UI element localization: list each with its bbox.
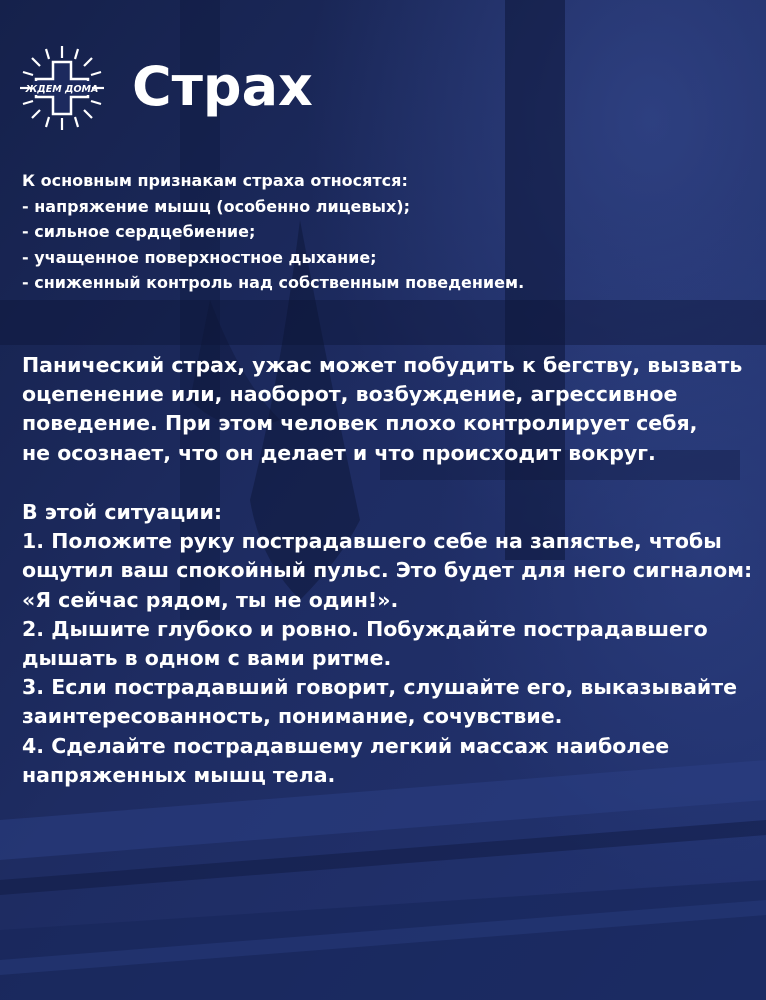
signs-intro: К основным признакам страха относятся: bbox=[22, 171, 408, 190]
step-line: 1. Положите руку пострадавшего себе на запястье, чтобы bbox=[22, 529, 722, 554]
step-line: напряженных мышц тела. bbox=[22, 762, 336, 787]
paragraph-line: поведение. При этом человек плохо контролирует себя, bbox=[22, 411, 698, 436]
paragraph-line: Панический страх, ужас может побудить к бегству, вызвать bbox=[22, 353, 743, 377]
situation-heading: В этой ситуации: bbox=[22, 500, 223, 524]
sign-item: - сильное сердцебиение; bbox=[22, 222, 256, 241]
step-line: «Я сейчас рядом, ты не один!». bbox=[22, 587, 399, 612]
step-line: 2. Дышите глубоко и ровно. Побуждайте пострадавшего bbox=[22, 616, 708, 641]
sign-item: - учащенное поверхностное дыхание; bbox=[22, 247, 377, 267]
svg-text:ЖДЕМ ДОМА: ЖДЕМ ДОМА bbox=[25, 84, 99, 95]
sign-item: - сниженный контроль над собственным поведением. bbox=[22, 273, 525, 292]
panic-paragraph bbox=[22, 351, 742, 468]
step-line: заинтересованность, понимание, сочувствие. bbox=[22, 704, 563, 729]
signs-list bbox=[22, 168, 742, 296]
step-line: дышать в одном с вами ритме. bbox=[22, 646, 392, 671]
step-line: 4. Сделайте пострадавшему легкий массаж наиболее bbox=[22, 733, 670, 758]
step-line: 3. Если пострадавший говорит, слушайте его, выказывайте bbox=[22, 675, 738, 700]
sign-item: - напряжение мышц (особенно лицевых); bbox=[22, 196, 411, 216]
situation-steps bbox=[22, 498, 752, 790]
step-line: ощутил ваш спокойный пульс. Это будет для него сигналом: bbox=[22, 558, 753, 583]
page-title: Страх bbox=[132, 55, 313, 118]
paragraph-line: не осознает, что он делает и что происходит вокруг. bbox=[22, 440, 656, 465]
paragraph-line: оцепенение или, наоборот, возбуждение, агрессивное bbox=[22, 382, 678, 407]
logo-cross-sunburst-icon bbox=[18, 44, 106, 132]
